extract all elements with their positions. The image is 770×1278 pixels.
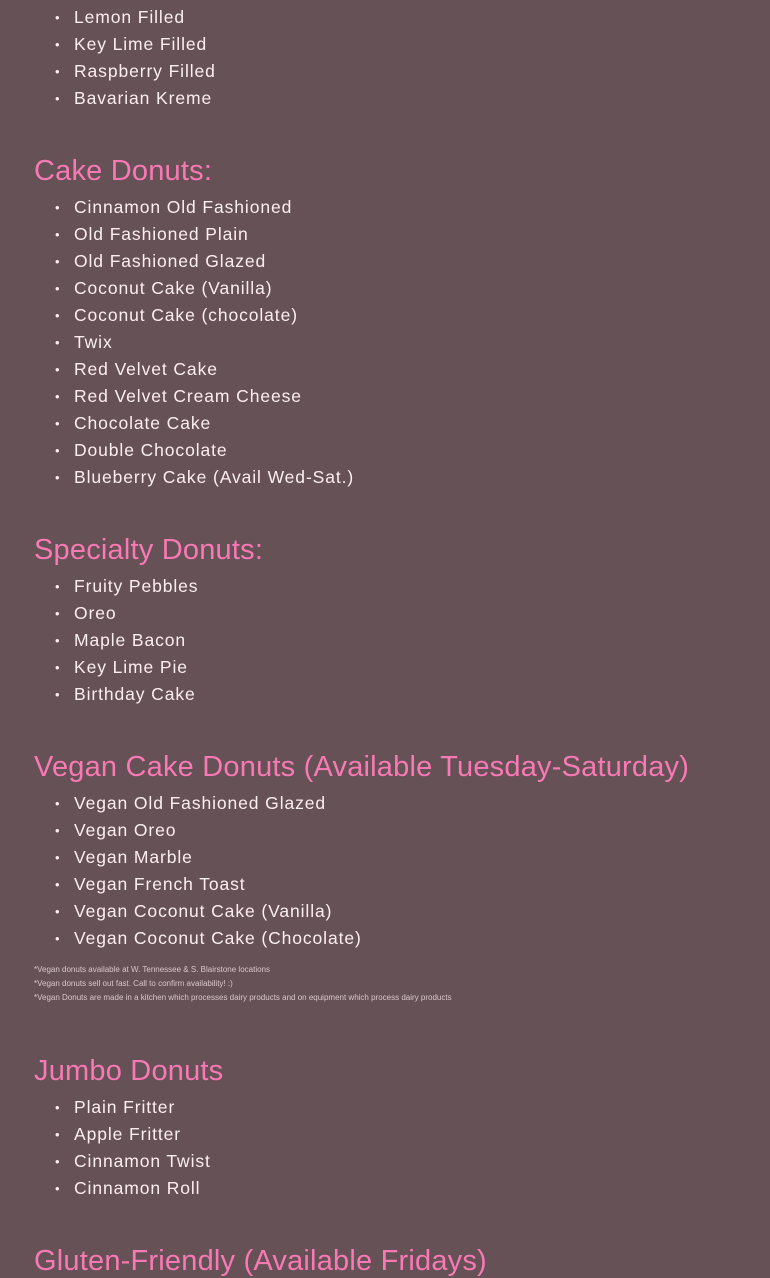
list-item (34, 925, 770, 952)
list-item (34, 437, 770, 464)
list-item (34, 410, 770, 437)
vegan-donuts-heading: Vegan Cake Donuts (Available Tuesday-Saturday) (34, 751, 690, 783)
item-label: Vegan French Toast (74, 874, 246, 894)
filled-donuts-list (34, 0, 770, 112)
bullet-icon: • (55, 200, 61, 215)
bullet-icon: • (55, 254, 61, 269)
item-label: Chocolate Cake (74, 413, 212, 433)
item-label: Old Fashioned Plain (74, 224, 249, 244)
bullet-icon: • (55, 308, 61, 323)
bullet-icon: • (55, 633, 61, 648)
vegan-donuts-list (34, 790, 770, 952)
bullet-icon: • (55, 1181, 61, 1196)
bullet-icon: • (55, 362, 61, 377)
bullet-icon: • (55, 579, 61, 594)
item-label: Birthday Cake (74, 684, 196, 704)
item-label: Vegan Coconut Cake (Vanilla) (74, 901, 333, 921)
item-label: Coconut Cake (chocolate) (74, 305, 298, 325)
donut-menu (34, 0, 770, 1278)
list-item (34, 31, 770, 58)
list-item (34, 1175, 770, 1202)
bullet-icon: • (55, 904, 61, 919)
item-label: Coconut Cake (Vanilla) (74, 278, 273, 298)
item-label: Old Fashioned Glazed (74, 251, 267, 271)
list-item (34, 681, 770, 708)
item-label: Cinnamon Old Fashioned (74, 197, 293, 217)
bullet-icon: • (55, 281, 61, 296)
vegan-note: *Vegan Donuts are made in a kitchen which processes dairy products and on equipment which process dairy products (34, 993, 452, 1002)
gluten-friendly-heading: Gluten-Friendly (Available Fridays) (34, 1245, 487, 1277)
bullet-icon: • (55, 850, 61, 865)
bullet-icon: • (55, 823, 61, 838)
list-item (34, 627, 770, 654)
item-label: Bavarian Kreme (74, 88, 213, 108)
item-label: Twix (74, 332, 113, 352)
list-item (34, 817, 770, 844)
list-item (34, 1094, 770, 1121)
bullet-icon: • (55, 931, 61, 946)
bullet-icon: • (55, 606, 61, 621)
jumbo-donuts-heading: Jumbo Donuts (34, 1055, 224, 1087)
list-item (34, 275, 770, 302)
list-item (34, 844, 770, 871)
item-label: Blueberry Cake (Avail Wed-Sat.) (74, 467, 355, 487)
bullet-icon: • (55, 416, 61, 431)
bullet-icon: • (55, 227, 61, 242)
bullet-icon: • (55, 877, 61, 892)
list-item (34, 871, 770, 898)
item-label: Key Lime Pie (74, 657, 188, 677)
bullet-icon: • (55, 687, 61, 702)
list-item (34, 790, 770, 817)
vegan-note: *Vegan donuts sell out fast. Call to confirm availability! :) (34, 979, 233, 988)
item-label: Double Chocolate (74, 440, 228, 460)
bullet-icon: • (55, 660, 61, 675)
item-label: Plain Fritter (74, 1097, 176, 1117)
list-item (34, 85, 770, 112)
item-label: Raspberry Filled (74, 61, 216, 81)
list-item (34, 194, 770, 221)
cake-donuts-list (34, 194, 770, 491)
list-item (34, 1148, 770, 1175)
specialty-donuts-heading: Specialty Donuts: (34, 534, 264, 566)
list-item (34, 248, 770, 275)
item-label: Red Velvet Cake (74, 359, 218, 379)
list-item (34, 464, 770, 491)
vegan-notes (34, 963, 770, 1005)
list-item (34, 600, 770, 627)
item-label: Apple Fritter (74, 1124, 182, 1144)
jumbo-donuts-list (34, 1094, 770, 1202)
bullet-icon: • (55, 1127, 61, 1142)
bullet-icon: • (55, 64, 61, 79)
specialty-donuts-list (34, 573, 770, 708)
list-item (34, 302, 770, 329)
list-item (34, 898, 770, 925)
vegan-note: *Vegan donuts available at W. Tennessee & S. Blairstone locations (34, 965, 271, 974)
bullet-icon: • (55, 389, 61, 404)
item-label: Key Lime Filled (74, 34, 208, 54)
item-label: Cinnamon Roll (74, 1178, 201, 1198)
item-label: Fruity Pebbles (74, 576, 199, 596)
item-label: Lemon Filled (74, 7, 185, 27)
bullet-icon: • (55, 91, 61, 106)
bullet-icon: • (55, 37, 61, 52)
list-item (34, 4, 770, 31)
list-item (34, 1121, 770, 1148)
bullet-icon: • (55, 1154, 61, 1169)
list-item (34, 58, 770, 85)
list-item (34, 356, 770, 383)
item-label: Vegan Oreo (74, 820, 177, 840)
item-label: Oreo (74, 603, 117, 623)
list-item (34, 329, 770, 356)
list-item (34, 573, 770, 600)
bullet-icon: • (55, 796, 61, 811)
bullet-icon: • (55, 10, 61, 25)
item-label: Vegan Marble (74, 847, 193, 867)
item-label: Cinnamon Twist (74, 1151, 211, 1171)
bullet-icon: • (55, 335, 61, 350)
item-label: Maple Bacon (74, 630, 187, 650)
list-item (34, 221, 770, 248)
cake-donuts-heading: Cake Donuts: (34, 155, 213, 187)
bullet-icon: • (55, 1100, 61, 1115)
bullet-icon: • (55, 470, 61, 485)
item-label: Red Velvet Cream Cheese (74, 386, 302, 406)
list-item (34, 654, 770, 681)
list-item (34, 383, 770, 410)
bullet-icon: • (55, 443, 61, 458)
item-label: Vegan Coconut Cake (Chocolate) (74, 928, 362, 948)
item-label: Vegan Old Fashioned Glazed (74, 793, 327, 813)
